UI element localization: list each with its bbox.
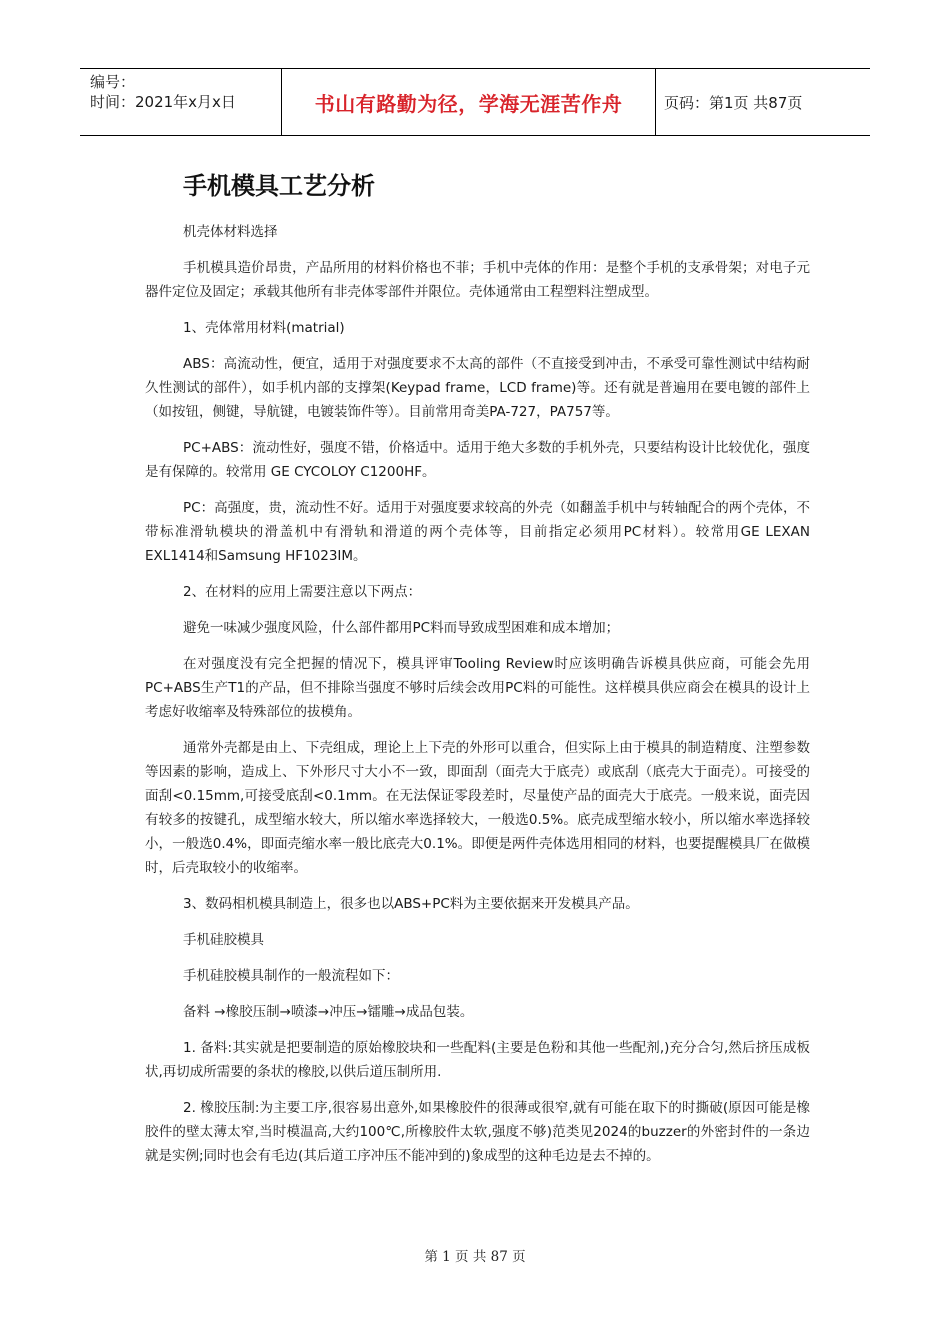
document-title: 手机模具工艺分析 bbox=[183, 172, 375, 200]
header-motto: 书山有路勤为径，学海无涯苦作舟 bbox=[282, 69, 656, 135]
paragraph: 备料 →橡胶压制→喷漆→冲压→镭雕→成品包装。 bbox=[183, 1004, 474, 1020]
paragraph: 1. 备料:其实就是把要制造的原始橡胶块和一些配料(主要是色粉和其他一些配剂,)充分合匀,然后挤压成板状,再切成所需要的条状的橡胶,以供后道压制所用. bbox=[145, 1040, 810, 1080]
paragraph: 3、数码相机模具制造上，很多也以ABS+PC料为主要依据来开发模具产品。 bbox=[183, 896, 639, 912]
number-label: 编号： bbox=[90, 73, 136, 91]
paragraph: PC：高强度，贵，流动性不好。适用于对强度要求较高的外壳（如翻盖手机中与转轴配合的两个壳体，不带标准滑轨模块的滑盖机中有滑轨和滑道的两个壳体等，目前指定必须用PC材料）。较常用GE LEXAN EXL1414和Samsung HF1023IM。 bbox=[145, 500, 810, 564]
paragraph: 2. 橡胶压制:为主要工序,很容易出意外,如果橡胶件的很薄或很窄,就有可能在取下的时撕破(原因可能是橡胶件的壁太薄太窄,当时模温高,大约100℃,所橡胶件太软,强度不够)范类见2024的buzzer的外密封件的一条边就是实例;同时也会有毛边(其后道工序冲压不能冲到的)象成型的这种毛边是去不掉的。 bbox=[145, 1100, 810, 1164]
paragraph: 避免一味减少强度风险，什么部件都用PC料而导致成型困难和成本增加； bbox=[183, 620, 620, 636]
time-label: 时间：2021年x月x日 bbox=[90, 93, 236, 111]
paragraph: 1、壳体常用材料(matrial) bbox=[183, 320, 345, 336]
page-footer: 第 1 页 共 87 页 bbox=[424, 1249, 526, 1265]
paragraph: 手机模具造价昂贵，产品所用的材料价格也不菲；手机中壳体的作用：是整个手机的支承骨架；对电子元器件定位及固定；承载其他所有非壳体零部件并限位。壳体通常由工程塑料注塑成型。 bbox=[145, 260, 810, 300]
page-header bbox=[80, 68, 870, 136]
paragraph: 2、在材料的应用上需要注意以下两点： bbox=[183, 584, 422, 600]
paragraph: PC+ABS：流动性好，强度不错，价格适中。适用于绝大多数的手机外壳，只要结构设计比较优化，强度是有保障的。较常用 GE CYCOLOY C1200HF。 bbox=[145, 440, 810, 480]
paragraph: 手机硅胶模具 bbox=[183, 932, 264, 948]
paragraph: 在对强度没有完全把握的情况下，模具评审Tooling Review时应该明确告诉模具供应商，可能会先用PC+ABS生产T1的产品，但不排除当强度不够时后续会改用PC料的可能性。这样模具供应商会在模具的设计上考虑好收缩率及特殊部位的拔模角。 bbox=[145, 656, 810, 720]
paragraph: 机壳体材料选择 bbox=[183, 224, 278, 240]
paragraph: 通常外壳都是由上、下壳组成，理论上上下壳的外形可以重合，但实际上由于模具的制造精度、注塑参数等因素的影响，造成上、下外形尺寸大小不一致，即面刮（面壳大于底壳）或底刮（底壳大于面壳）。可接受的面刮<0.15mm,可接受底刮<0.1mm。在无法保证零段差时，尽量使产品的面壳大于底壳。一般来说，面壳因有较多的按键孔，成型缩水较大，所以缩水率选择较大，一般选0.5%。底壳成型缩水较小，所以缩水率选择较小，一般选0.4%，即面壳缩水率一般比底壳大0.1%。即便是两件壳体选用相同的材料，也要提醒模具厂在做模时，后壳取较小的收缩率。 bbox=[145, 740, 810, 876]
paragraph-list bbox=[145, 220, 810, 1168]
paragraph: 手机硅胶模具制作的一般流程如下： bbox=[183, 968, 399, 984]
paragraph: ABS：高流动性，便宜，适用于对强度要求不太高的部件（不直接受到冲击，不承受可靠性测试中结构耐久性测试的部件），如手机内部的支撑架(Keypad frame，LCD frame)等。还有就是普遍用在要电镀的部件上（如按钮，侧键，导航键，电镀装饰件等）。目前常用奇美PA-727，PA757等。 bbox=[145, 356, 810, 420]
header-page-info: 页码：第1页 共87页 bbox=[664, 93, 803, 112]
header-info-cell bbox=[80, 69, 282, 135]
document-body bbox=[145, 166, 810, 1168]
